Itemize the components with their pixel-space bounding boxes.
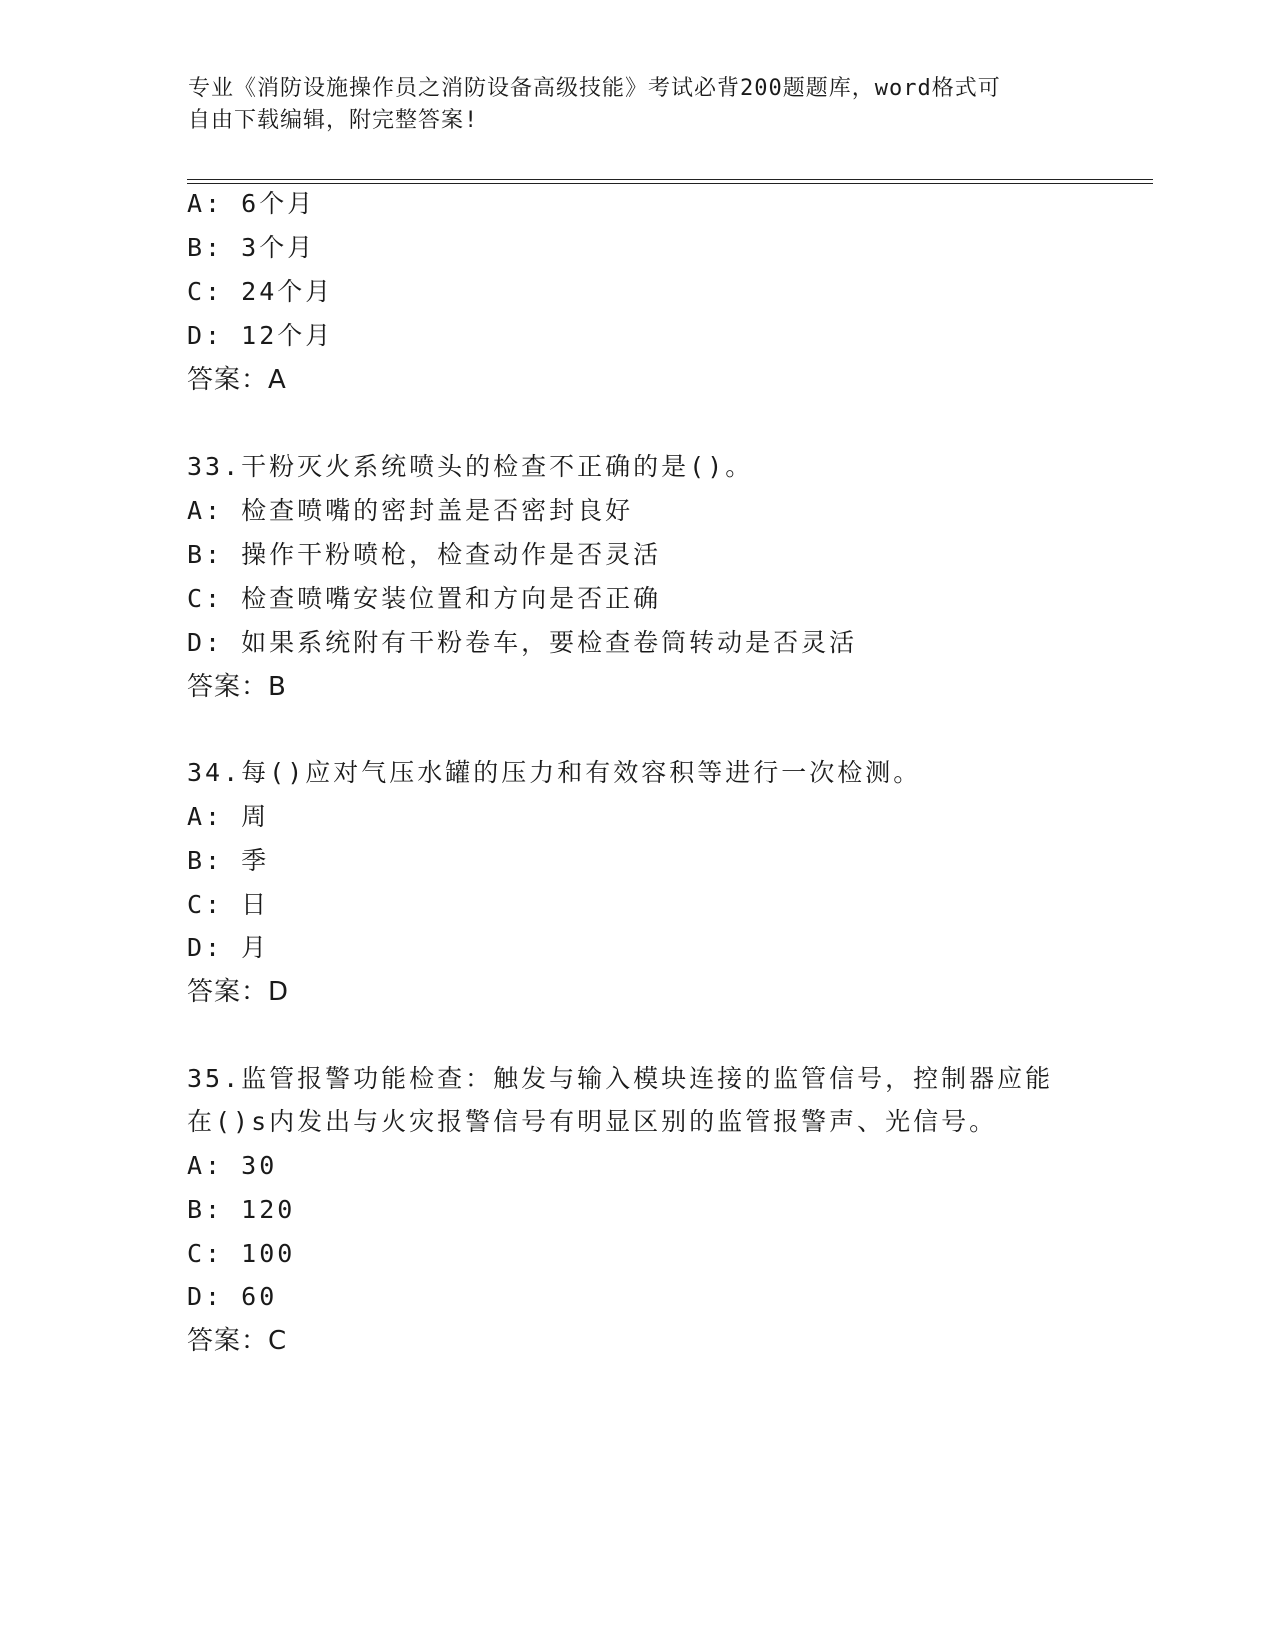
q35-answer: 答案：C [187, 1326, 288, 1356]
q34-option-b: B: 季 [187, 846, 270, 875]
q33-stem: 33.干粉灭火系统喷头的检查不正确的是()。 [187, 452, 754, 481]
q35-stem-line-2: 在()s内发出与火灾报警信号有明显区别的监管报警声、光信号。 [187, 1107, 998, 1136]
q35-option-c: C: 100 [187, 1239, 296, 1268]
header-line-1: 专业《消防设施操作员之消防设备高级技能》考试必背200题题库，word格式可 [188, 76, 1001, 101]
q33-answer: 答案：B [187, 672, 287, 702]
header-rule-bottom [187, 183, 1153, 184]
q32-option-b: B: 3个月 [187, 233, 316, 262]
header-rule-top [187, 179, 1153, 180]
header-line-2: 自由下载编辑，附完整答案! [188, 108, 479, 133]
q33-option-d: D: 如果系统附有干粉卷车，要检查卷筒转动是否灵活 [187, 628, 858, 657]
q34-option-a: A: 周 [187, 802, 270, 831]
q35-option-a: A: 30 [187, 1151, 278, 1180]
q34-option-c: C: 日 [187, 890, 270, 919]
q35-stem-line-1: 35.监管报警功能检查：触发与输入模块连接的监管信号，控制器应能 [187, 1064, 1054, 1093]
q34-answer: 答案：D [187, 977, 290, 1007]
q32-option-c: C: 24个月 [187, 277, 334, 306]
document-header [188, 73, 1088, 137]
q33-option-a: A: 检查喷嘴的密封盖是否密封良好 [187, 496, 634, 525]
q33-option-c: C: 检查喷嘴安装位置和方向是否正确 [187, 584, 662, 613]
q33-option-b: B: 操作干粉喷枪，检查动作是否灵活 [187, 540, 662, 569]
q35-option-b: B: 120 [187, 1195, 296, 1224]
q32-option-d: D: 12个月 [187, 321, 334, 350]
q34-option-d: D: 月 [187, 933, 270, 962]
q34-stem: 34.每()应对气压水罐的压力和有效容积等进行一次检测。 [187, 758, 922, 787]
q32-option-a: A: 6个月 [187, 189, 316, 218]
q32-answer: 答案：A [187, 365, 287, 395]
q35-option-d: D: 60 [187, 1282, 278, 1311]
